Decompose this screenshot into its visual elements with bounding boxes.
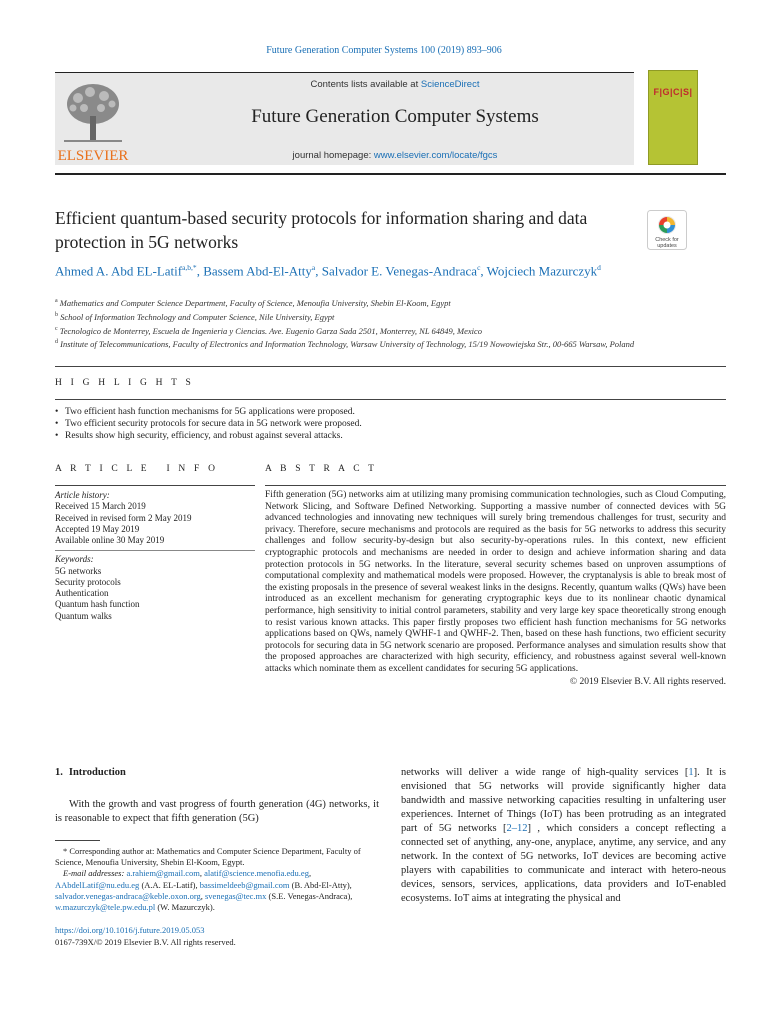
- abstract-text: Fifth generation (5G) networks aim at utilizing many promising communication technologies, such as Cloud Computing, Network Slicing, and Software Defined Networking. Supporting a massive number of connected devices with 5G advanced technologies and innovating new techniques will surely bring tremendous challenges for trust, security and privacy. Therefore, secure mechanisms and protocols are required as the basis for 5G networks to address this security challenges and follow security-by-design but also security-by-operations rules. In this context, new efficient cryptographic protocols and mechanisms are needed in order to design and achieve information sharing and data protection protocols in 5G networks. In the literature, several security schemes based on unproven assumptions of computational complexity and mathematical models were proposed. However, the cryptanalysis is able to break most of the existing proposals in the presence of several weakest links in the designs. Recently, quantum walks (QWs) have been introduced as an excellent mechanism for generating cryptographic keys due to its nonlinear chaotic dynamical performance, high sensitivity to initial control parameters, stability and very large key space theoretically strong enough to resist various known attacks. This paper firstly proposes two efficient hash function mechanisms for 5G networks applications based on QWs, namely QWHF-1 and QWHF-2. Then, based on these hash functions, two efficient security protocols for securing data in 5G network scenario are proposed. Performance analyses and simulation results show that the proposed approaches are characterized with high security, efficiency, and robustness against several well-known attacks which nominate them as excellent candidates for securing 5G applications.: [265, 490, 726, 674]
- affiliation-item: $^b$ School of Information Technology and Computer Science, Nile University, Egypt: [55, 311, 335, 322]
- reference-link[interactable]: 2–12: [506, 823, 528, 834]
- affiliation-item: $^d$ Institute of Telecommunications, Faculty of Electronics and Information Technology, Warsaw University of Technology, 15/19 Nowowiejska Str., 00-665 Warsaw, Poland: [55, 339, 635, 350]
- footnotes: [55, 846, 379, 913]
- publisher-wordmark: ELSEVIER: [57, 148, 129, 164]
- article-title: Efficient quantum-based security protocols for information sharing and data protection in 5G networks: [55, 208, 588, 252]
- divider: [55, 485, 255, 486]
- author-name[interactable]: Wojciech Mazurczyk: [486, 263, 598, 279]
- contents-line: Contents lists available at ScienceDirect: [310, 79, 480, 90]
- divider: [265, 485, 726, 486]
- homepage-link[interactable]: www.elsevier.com/locate/fgcs: [373, 150, 498, 161]
- reference-link[interactable]: 1: [688, 767, 694, 778]
- author-name[interactable]: Ahmed A. Abd EL-Latif: [55, 263, 183, 279]
- badge-text-1: Check for: [655, 237, 679, 243]
- divider: [55, 366, 726, 367]
- email-link[interactable]: alatif@science.menofia.edu.eg: [204, 868, 309, 879]
- journal-title: Future Generation Computer Systems: [251, 106, 539, 127]
- journal-cover-image: [648, 70, 698, 165]
- divider: [55, 399, 726, 400]
- homepage-line: journal homepage: www.elsevier.com/locate/fgcs: [292, 150, 498, 161]
- issn-line: 0167-739X/© 2019 Elsevier B.V. All rights reserved.: [55, 936, 236, 947]
- history-item: Accepted 19 May 2019: [55, 523, 140, 534]
- email-link[interactable]: a.rahiem@gmail.com: [126, 868, 200, 879]
- header-rule: [55, 173, 726, 175]
- keyword-item: Quantum walks: [55, 610, 112, 621]
- affiliation-item: $^c$ Tecnologico de Monterrey, Escuela de Ingenieria y Ciencias. Ave. Eugenio Garza Sada 2501, Monterrey, NL 64849, Mexico: [55, 325, 483, 336]
- author-name[interactable]: Salvador E. Venegas-Andraca: [321, 263, 478, 279]
- history-item: Received 15 March 2019: [55, 501, 146, 512]
- email-link[interactable]: bassimeldeeb@gmail.com: [199, 879, 290, 890]
- publication-info: [55, 925, 379, 948]
- email-link[interactable]: w.mazurczyk@tele.pw.edu.pl: [55, 902, 156, 913]
- abstract-copyright: © 2019 Elsevier B.V. All rights reserved.: [569, 676, 726, 687]
- footnote-rule: [55, 840, 100, 841]
- email-link[interactable]: salvador.venegas-andraca@keble.oxon.org: [55, 890, 201, 901]
- keyword-item: 5G networks: [55, 565, 102, 576]
- highlight-item: • Results show high security, efficiency, and robust against several attacks.: [55, 430, 655, 442]
- history-item: Available online 30 May 2019: [55, 535, 165, 546]
- check-for-updates-icon[interactable]: [647, 210, 687, 250]
- highlights-list: [55, 406, 655, 442]
- email-link[interactable]: AAbdelLatif@nu.edu.eg: [55, 879, 140, 890]
- keyword-item: Quantum hash function: [55, 599, 140, 610]
- doi-link[interactable]: https://doi.org/10.1016/j.future.2019.05.053: [55, 925, 205, 935]
- article-info: [55, 490, 255, 622]
- corresponding-note: * Corresponding author at: Mathematics and Computer Science Department, Faculty of Science, Menoufia University, Shebin El-Koom, Egypt.: [55, 846, 361, 868]
- email-link[interactable]: svenegas@tec.mx: [205, 890, 267, 901]
- highlight-item: • Two efficient hash function mechanisms for 5G applications were proposed.: [55, 406, 655, 418]
- journal-citation[interactable]: Future Generation Computer Systems 100 (2019) 893–906: [266, 45, 502, 56]
- intro-right-column: networks will deliver a wide range of high-quality services [1]. It is envisioned that 5G networks will provide significantly higher data bandwidth and massive networking capacities resulting in unfaltering user experiences. Internet of Things (IoT) has been protruding as an integrated part of 5G networks [2–12] , which considers a concept reflecting a connected set of anything, any-one, anyplace, anytime, any service, and any network. In the context of 5G networks, IoT devices are becoming active players with capabilities to communicate and interact with hetero-neous devices, sensors, services, applications, data providers and IoT-enabled ecosystems. IoT aims at integrating the physical and: [401, 767, 726, 904]
- badge-text-2: updates: [657, 243, 677, 249]
- history-label: Article history:: [55, 490, 110, 500]
- section-heading: 1. Introduction: [55, 767, 126, 778]
- keyword-item: Security protocols: [55, 576, 121, 587]
- highlights-heading: H I G H L I G H T S: [55, 378, 194, 388]
- intro-left-column: [55, 766, 379, 826]
- keyword-item: Authentication: [55, 588, 109, 599]
- email-line: E-mail addresses: a.rahiem@gmail.com, alatif@science.menofia.edu.eg, AAbdelLatif@nu.edu.eg (A.A. EL-Latif), bassimeldeeb@gmail.com (B. Abd-El-Atty), salvador.venegas-andraca@keble.oxon.org, svenegas@tec.mx (S.E. Venegas-Andraca), w.mazurczyk@tele.pw.edu.pl (W. Mazurczyk).: [55, 868, 353, 913]
- keywords-label: Keywords:: [55, 554, 94, 565]
- sciencedirect-link[interactable]: ScienceDirect: [420, 79, 480, 90]
- highlight-item: • Two efficient security protocols for secure data in 5G network were proposed.: [55, 418, 655, 430]
- history-item: Received in revised form 2 May 2019: [55, 512, 192, 523]
- cover-label: F|G|C|S|: [653, 87, 693, 97]
- affiliations: [55, 296, 655, 351]
- article-info-heading: A R T I C L E I N F O: [55, 464, 219, 474]
- divider: [55, 550, 255, 551]
- abstract-heading: A B S T R A C T: [265, 464, 378, 474]
- elsevier-tree-logo: [54, 78, 132, 164]
- author-list: Ahmed A. Abd EL-Latif$^{a,b,*}$, Bassem Abd-El-Atty$^a$, Salvador E. Venegas-Andraca$^c$, Wojciech Mazurczyk$^d$: [55, 263, 601, 279]
- affiliation-item: $^a$ Mathematics and Computer Science Department, Faculty of Science, Menoufia University, Shebin El-Koom, Egypt: [55, 297, 451, 308]
- intro-paragraph: With the growth and vast progress of fourth generation (4G) networks, it is reasonable to expect that fifth generation (5G): [55, 799, 379, 824]
- author-name[interactable]: Bassem Abd-El-Atty: [203, 263, 312, 279]
- abstract-body: [265, 490, 726, 688]
